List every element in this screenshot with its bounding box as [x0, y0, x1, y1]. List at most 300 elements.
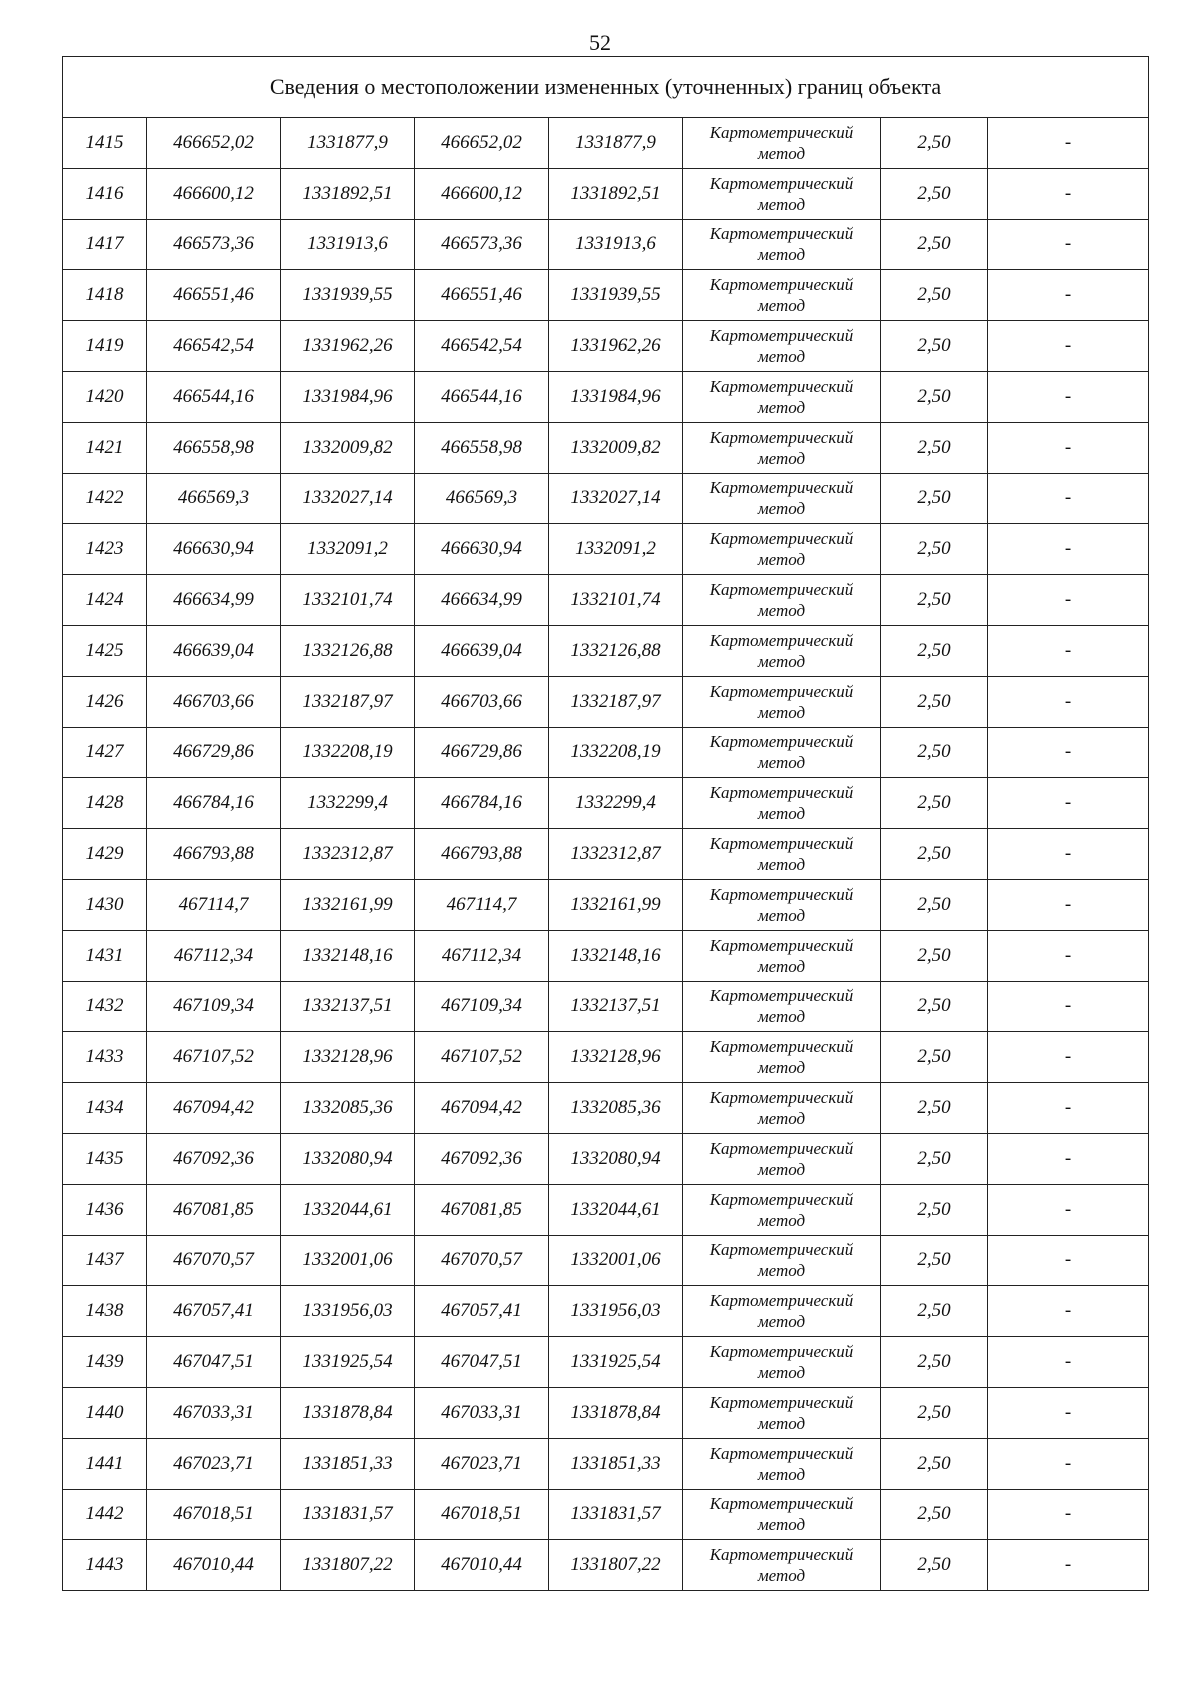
existing-y-cell: 1332161,99 [281, 879, 415, 930]
existing-y-cell: 1331925,54 [281, 1337, 415, 1388]
refined-y-cell: 1331913,6 [549, 219, 683, 270]
refined-y-cell: 1331831,57 [549, 1489, 683, 1540]
extra-cell: - [988, 168, 1149, 219]
refined-y-cell: 1331962,26 [549, 321, 683, 372]
existing-x-cell: 467092,36 [147, 1133, 281, 1184]
accuracy-cell: 2,50 [881, 1184, 988, 1235]
refined-x-cell: 466729,86 [415, 727, 549, 778]
extra-cell: - [988, 473, 1149, 524]
point-number-cell: 1417 [63, 219, 147, 270]
existing-y-cell: 1332148,16 [281, 930, 415, 981]
point-number-cell: 1420 [63, 371, 147, 422]
table-title: Сведения о местоположении измененных (уточненных) границ объекта [63, 57, 1149, 118]
method-line-2: метод [757, 1464, 806, 1484]
table-row [63, 981, 1149, 1032]
method-line-2: метод [757, 601, 806, 621]
extra-cell: - [988, 981, 1149, 1032]
existing-x-cell: 467023,71 [147, 1438, 281, 1489]
existing-y-cell: 1331878,84 [281, 1387, 415, 1438]
existing-y-cell: 1332299,4 [281, 778, 415, 829]
extra-cell: - [988, 1337, 1149, 1388]
point-number-cell: 1440 [63, 1387, 147, 1438]
refined-y-cell: 1332137,51 [549, 981, 683, 1032]
method-line-2: метод [757, 245, 806, 265]
method-cell [683, 829, 881, 880]
existing-x-cell: 466573,36 [147, 219, 281, 270]
method-line-2: метод [757, 1159, 806, 1179]
method-cell [683, 321, 881, 372]
extra-cell: - [988, 1286, 1149, 1337]
point-number-cell: 1443 [63, 1540, 147, 1591]
method-line-2: метод [757, 296, 806, 316]
accuracy-cell: 2,50 [881, 168, 988, 219]
method-line-2: метод [757, 1109, 806, 1129]
extra-cell: - [988, 1032, 1149, 1083]
method-line-2: метод [757, 956, 806, 976]
method-line-1: Картометрический [709, 224, 854, 244]
method-line-2: метод [757, 143, 806, 163]
refined-y-cell: 1332027,14 [549, 473, 683, 524]
point-number-cell: 1426 [63, 676, 147, 727]
method-line-2: метод [757, 1363, 806, 1383]
existing-y-cell: 1332137,51 [281, 981, 415, 1032]
existing-x-cell: 467112,34 [147, 930, 281, 981]
existing-y-cell: 1332101,74 [281, 575, 415, 626]
accuracy-cell: 2,50 [881, 473, 988, 524]
refined-y-cell: 1332148,16 [549, 930, 683, 981]
existing-x-cell: 466703,66 [147, 676, 281, 727]
point-number-cell: 1432 [63, 981, 147, 1032]
point-number-cell: 1419 [63, 321, 147, 372]
point-number-cell: 1438 [63, 1286, 147, 1337]
point-number-cell: 1441 [63, 1438, 147, 1489]
existing-x-cell: 466569,3 [147, 473, 281, 524]
existing-x-cell: 466793,88 [147, 829, 281, 880]
existing-y-cell: 1332001,06 [281, 1235, 415, 1286]
extra-cell: - [988, 575, 1149, 626]
accuracy-cell: 2,50 [881, 879, 988, 930]
existing-x-cell: 466542,54 [147, 321, 281, 372]
refined-x-cell: 466784,16 [415, 778, 549, 829]
existing-y-cell: 1332187,97 [281, 676, 415, 727]
method-line-1: Картометрический [709, 478, 854, 498]
extra-cell: - [988, 676, 1149, 727]
method-line-2: метод [757, 753, 806, 773]
refined-y-cell: 1331877,9 [549, 118, 683, 169]
refined-y-cell: 1331878,84 [549, 1387, 683, 1438]
method-line-2: метод [757, 347, 806, 367]
extra-cell: - [988, 524, 1149, 575]
table-row [63, 1387, 1149, 1438]
table-row [63, 524, 1149, 575]
method-cell [683, 981, 881, 1032]
method-cell [683, 1133, 881, 1184]
method-line-2: метод [757, 1058, 806, 1078]
point-number-cell: 1434 [63, 1083, 147, 1134]
table-row [63, 930, 1149, 981]
existing-x-cell: 467081,85 [147, 1184, 281, 1235]
existing-y-cell: 1332208,19 [281, 727, 415, 778]
point-number-cell: 1437 [63, 1235, 147, 1286]
accuracy-cell: 2,50 [881, 676, 988, 727]
refined-y-cell: 1331892,51 [549, 168, 683, 219]
point-number-cell: 1422 [63, 473, 147, 524]
method-line-1: Картометрический [709, 529, 854, 549]
accuracy-cell: 2,50 [881, 1235, 988, 1286]
method-line-1: Картометрический [709, 783, 854, 803]
accuracy-cell: 2,50 [881, 270, 988, 321]
refined-x-cell: 467023,71 [415, 1438, 549, 1489]
boundary-coordinates-table [62, 56, 1149, 1591]
existing-x-cell: 467094,42 [147, 1083, 281, 1134]
accuracy-cell: 2,50 [881, 219, 988, 270]
method-line-2: метод [757, 1261, 806, 1281]
point-number-cell: 1418 [63, 270, 147, 321]
table-row [63, 1540, 1149, 1591]
method-line-1: Картометрический [709, 834, 854, 854]
method-line-1: Картометрический [709, 275, 854, 295]
existing-y-cell: 1331877,9 [281, 118, 415, 169]
refined-y-cell: 1332208,19 [549, 727, 683, 778]
refined-x-cell: 466558,98 [415, 422, 549, 473]
method-line-1: Картометрический [709, 376, 854, 396]
extra-cell: - [988, 879, 1149, 930]
existing-x-cell: 466551,46 [147, 270, 281, 321]
table-row [63, 1286, 1149, 1337]
point-number-cell: 1421 [63, 422, 147, 473]
refined-x-cell: 466600,12 [415, 168, 549, 219]
method-cell [683, 219, 881, 270]
existing-x-cell: 467070,57 [147, 1235, 281, 1286]
refined-x-cell: 467094,42 [415, 1083, 549, 1134]
method-line-1: Картометрический [709, 173, 854, 193]
existing-x-cell: 466639,04 [147, 625, 281, 676]
existing-x-cell: 466729,86 [147, 727, 281, 778]
extra-cell: - [988, 930, 1149, 981]
refined-x-cell: 466652,02 [415, 118, 549, 169]
accuracy-cell: 2,50 [881, 625, 988, 676]
method-line-1: Картометрический [709, 681, 854, 701]
existing-y-cell: 1332009,82 [281, 422, 415, 473]
method-line-2: метод [757, 1515, 806, 1535]
existing-y-cell: 1331939,55 [281, 270, 415, 321]
refined-y-cell: 1331984,96 [549, 371, 683, 422]
method-line-1: Картометрический [709, 986, 854, 1006]
method-cell [683, 676, 881, 727]
refined-x-cell: 467114,7 [415, 879, 549, 930]
method-line-2: метод [757, 804, 806, 824]
method-line-2: метод [757, 1210, 806, 1230]
table-row [63, 778, 1149, 829]
accuracy-cell: 2,50 [881, 575, 988, 626]
existing-y-cell: 1331984,96 [281, 371, 415, 422]
existing-y-cell: 1331831,57 [281, 1489, 415, 1540]
existing-x-cell: 467047,51 [147, 1337, 281, 1388]
table-row [63, 1133, 1149, 1184]
existing-x-cell: 466630,94 [147, 524, 281, 575]
method-cell [683, 1032, 881, 1083]
method-cell [683, 625, 881, 676]
refined-y-cell: 1332091,2 [549, 524, 683, 575]
method-cell [683, 524, 881, 575]
method-cell [683, 168, 881, 219]
existing-x-cell: 467033,31 [147, 1387, 281, 1438]
existing-x-cell: 467109,34 [147, 981, 281, 1032]
accuracy-cell: 2,50 [881, 727, 988, 778]
accuracy-cell: 2,50 [881, 930, 988, 981]
method-line-2: метод [757, 194, 806, 214]
method-cell [683, 930, 881, 981]
method-cell [683, 473, 881, 524]
accuracy-cell: 2,50 [881, 1489, 988, 1540]
method-line-2: метод [757, 499, 806, 519]
method-line-1: Картометрический [709, 326, 854, 346]
accuracy-cell: 2,50 [881, 371, 988, 422]
refined-y-cell: 1332126,88 [549, 625, 683, 676]
method-line-2: метод [757, 702, 806, 722]
method-line-1: Картометрический [709, 1443, 854, 1463]
point-number-cell: 1431 [63, 930, 147, 981]
table-row [63, 1489, 1149, 1540]
method-line-2: метод [757, 1007, 806, 1027]
existing-x-cell: 466784,16 [147, 778, 281, 829]
table-row [63, 727, 1149, 778]
table-row [63, 473, 1149, 524]
table-row [63, 575, 1149, 626]
method-line-1: Картометрический [709, 884, 854, 904]
method-line-1: Картометрический [709, 1342, 854, 1362]
refined-y-cell: 1332187,97 [549, 676, 683, 727]
refined-x-cell: 467112,34 [415, 930, 549, 981]
existing-y-cell: 1332044,61 [281, 1184, 415, 1235]
point-number-cell: 1428 [63, 778, 147, 829]
method-cell [683, 1286, 881, 1337]
method-line-2: метод [757, 448, 806, 468]
extra-cell: - [988, 1489, 1149, 1540]
refined-y-cell: 1331939,55 [549, 270, 683, 321]
existing-y-cell: 1331807,22 [281, 1540, 415, 1591]
method-line-2: метод [757, 550, 806, 570]
accuracy-cell: 2,50 [881, 524, 988, 575]
point-number-cell: 1436 [63, 1184, 147, 1235]
refined-y-cell: 1332009,82 [549, 422, 683, 473]
point-number-cell: 1435 [63, 1133, 147, 1184]
extra-cell: - [988, 727, 1149, 778]
method-line-1: Картометрический [709, 427, 854, 447]
method-line-2: метод [757, 1566, 806, 1586]
existing-y-cell: 1332085,36 [281, 1083, 415, 1134]
refined-x-cell: 467092,36 [415, 1133, 549, 1184]
extra-cell: - [988, 829, 1149, 880]
method-line-1: Картометрический [709, 630, 854, 650]
accuracy-cell: 2,50 [881, 1387, 988, 1438]
extra-cell: - [988, 1387, 1149, 1438]
existing-y-cell: 1332126,88 [281, 625, 415, 676]
point-number-cell: 1439 [63, 1337, 147, 1388]
refined-y-cell: 1331851,33 [549, 1438, 683, 1489]
table-row [63, 1438, 1149, 1489]
existing-y-cell: 1331851,33 [281, 1438, 415, 1489]
refined-y-cell: 1331925,54 [549, 1337, 683, 1388]
refined-y-cell: 1332299,4 [549, 778, 683, 829]
method-cell [683, 371, 881, 422]
refined-y-cell: 1332101,74 [549, 575, 683, 626]
extra-cell: - [988, 371, 1149, 422]
accuracy-cell: 2,50 [881, 1133, 988, 1184]
method-line-1: Картометрический [709, 122, 854, 142]
accuracy-cell: 2,50 [881, 1438, 988, 1489]
extra-cell: - [988, 1540, 1149, 1591]
point-number-cell: 1423 [63, 524, 147, 575]
point-number-cell: 1424 [63, 575, 147, 626]
refined-x-cell: 467033,31 [415, 1387, 549, 1438]
refined-y-cell: 1332128,96 [549, 1032, 683, 1083]
table-row [63, 270, 1149, 321]
existing-x-cell: 467114,7 [147, 879, 281, 930]
existing-y-cell: 1332027,14 [281, 473, 415, 524]
refined-y-cell: 1332080,94 [549, 1133, 683, 1184]
refined-y-cell: 1332161,99 [549, 879, 683, 930]
existing-x-cell: 467010,44 [147, 1540, 281, 1591]
page-number: 52 [589, 30, 611, 55]
method-line-1: Картометрический [709, 1037, 854, 1057]
point-number-cell: 1425 [63, 625, 147, 676]
table-row [63, 422, 1149, 473]
refined-x-cell: 466573,36 [415, 219, 549, 270]
existing-y-cell: 1332312,87 [281, 829, 415, 880]
existing-y-cell: 1331956,03 [281, 1286, 415, 1337]
method-cell [683, 879, 881, 930]
refined-x-cell: 466544,16 [415, 371, 549, 422]
extra-cell: - [988, 118, 1149, 169]
refined-x-cell: 467070,57 [415, 1235, 549, 1286]
extra-cell: - [988, 270, 1149, 321]
existing-x-cell: 466652,02 [147, 118, 281, 169]
method-line-2: метод [757, 1312, 806, 1332]
method-line-1: Картометрический [709, 1545, 854, 1565]
accuracy-cell: 2,50 [881, 829, 988, 880]
accuracy-cell: 2,50 [881, 1032, 988, 1083]
point-number-cell: 1429 [63, 829, 147, 880]
method-line-2: метод [757, 905, 806, 925]
point-number-cell: 1415 [63, 118, 147, 169]
accuracy-cell: 2,50 [881, 1083, 988, 1134]
extra-cell: - [988, 1083, 1149, 1134]
refined-x-cell: 467018,51 [415, 1489, 549, 1540]
table-row [63, 879, 1149, 930]
method-cell [683, 422, 881, 473]
existing-y-cell: 1331962,26 [281, 321, 415, 372]
table-row [63, 118, 1149, 169]
accuracy-cell: 2,50 [881, 118, 988, 169]
table-row [63, 219, 1149, 270]
existing-x-cell: 467018,51 [147, 1489, 281, 1540]
accuracy-cell: 2,50 [881, 321, 988, 372]
table-row [63, 1032, 1149, 1083]
method-cell [683, 118, 881, 169]
point-number-cell: 1430 [63, 879, 147, 930]
method-line-1: Картометрический [709, 1138, 854, 1158]
method-line-1: Картометрический [709, 580, 854, 600]
point-number-cell: 1416 [63, 168, 147, 219]
method-cell [683, 270, 881, 321]
method-line-1: Картометрический [709, 1291, 854, 1311]
method-cell [683, 1438, 881, 1489]
method-line-1: Картометрический [709, 1189, 854, 1209]
table-row [63, 371, 1149, 422]
method-cell [683, 1489, 881, 1540]
extra-cell: - [988, 1184, 1149, 1235]
existing-x-cell: 466634,99 [147, 575, 281, 626]
point-number-cell: 1442 [63, 1489, 147, 1540]
refined-x-cell: 466542,54 [415, 321, 549, 372]
refined-y-cell: 1332085,36 [549, 1083, 683, 1134]
method-line-2: метод [757, 651, 806, 671]
extra-cell: - [988, 1438, 1149, 1489]
table-row [63, 168, 1149, 219]
refined-x-cell: 466569,3 [415, 473, 549, 524]
refined-x-cell: 467010,44 [415, 1540, 549, 1591]
table-row [63, 321, 1149, 372]
method-line-1: Картометрический [709, 1240, 854, 1260]
refined-y-cell: 1332001,06 [549, 1235, 683, 1286]
refined-x-cell: 467107,52 [415, 1032, 549, 1083]
refined-x-cell: 466630,94 [415, 524, 549, 575]
extra-cell: - [988, 1133, 1149, 1184]
extra-cell: - [988, 321, 1149, 372]
refined-y-cell: 1331807,22 [549, 1540, 683, 1591]
accuracy-cell: 2,50 [881, 1540, 988, 1591]
refined-x-cell: 467109,34 [415, 981, 549, 1032]
method-cell [683, 1184, 881, 1235]
method-cell [683, 575, 881, 626]
existing-x-cell: 467057,41 [147, 1286, 281, 1337]
existing-y-cell: 1331892,51 [281, 168, 415, 219]
refined-x-cell: 467047,51 [415, 1337, 549, 1388]
method-line-2: метод [757, 1413, 806, 1433]
accuracy-cell: 2,50 [881, 981, 988, 1032]
table-row [63, 1337, 1149, 1388]
method-cell [683, 1540, 881, 1591]
refined-y-cell: 1332044,61 [549, 1184, 683, 1235]
table-row [63, 676, 1149, 727]
method-line-1: Картометрический [709, 1088, 854, 1108]
method-line-1: Картометрический [709, 732, 854, 752]
method-cell [683, 727, 881, 778]
accuracy-cell: 2,50 [881, 422, 988, 473]
method-cell [683, 1083, 881, 1134]
method-cell [683, 1337, 881, 1388]
extra-cell: - [988, 778, 1149, 829]
existing-x-cell: 466558,98 [147, 422, 281, 473]
method-cell [683, 778, 881, 829]
extra-cell: - [988, 1235, 1149, 1286]
table-row [63, 1184, 1149, 1235]
existing-y-cell: 1332080,94 [281, 1133, 415, 1184]
point-number-cell: 1433 [63, 1032, 147, 1083]
method-line-2: метод [757, 397, 806, 417]
extra-cell: - [988, 219, 1149, 270]
table-row [63, 625, 1149, 676]
refined-x-cell: 466639,04 [415, 625, 549, 676]
table-row [63, 829, 1149, 880]
method-line-1: Картометрический [709, 1494, 854, 1514]
refined-x-cell: 466793,88 [415, 829, 549, 880]
existing-y-cell: 1331913,6 [281, 219, 415, 270]
accuracy-cell: 2,50 [881, 1337, 988, 1388]
refined-x-cell: 467057,41 [415, 1286, 549, 1337]
method-line-2: метод [757, 855, 806, 875]
